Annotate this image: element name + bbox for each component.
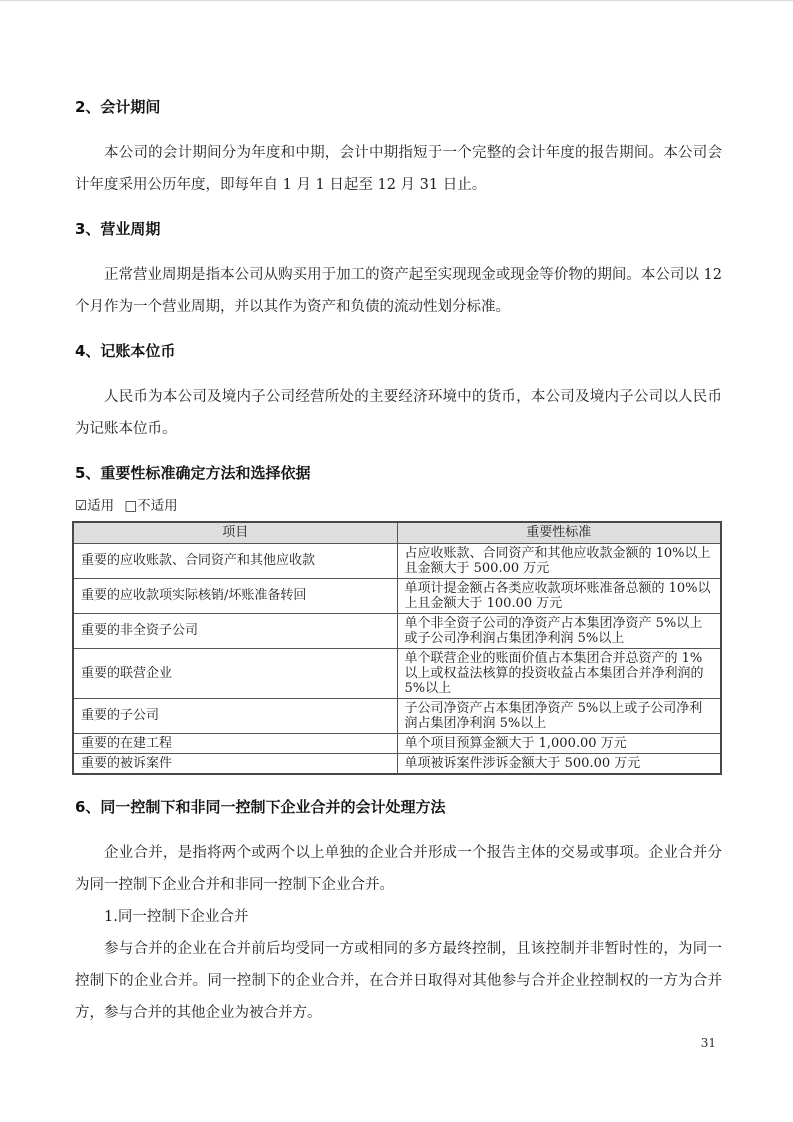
- criteria-cell: 占应收账款、合同资产和其他应收款金额的 10%以上且金额大于 500.00 万元: [397, 543, 721, 578]
- table-row: [73, 543, 721, 578]
- item-cell: 重要的非全资子公司: [73, 613, 397, 648]
- table-header-item: 项目: [73, 522, 397, 543]
- item-cell: 重要的应收账款、合同资产和其他应收款: [73, 543, 397, 578]
- criteria-cell: 单个项目预算金额大于 1,000.00 万元: [397, 733, 721, 753]
- criteria-cell: 单项被诉案件涉诉金额大于 500.00 万元: [397, 753, 721, 774]
- table-row: [73, 733, 721, 753]
- section-heading-business-combinations: 6、同一控制下和非同一控制下企业合并的会计处理方法: [75, 797, 446, 816]
- table-row: [73, 578, 721, 613]
- table-row: [73, 753, 721, 774]
- table-header-row: [73, 522, 721, 543]
- item-cell: 重要的应收款项实际核销/坏账准备转回: [73, 578, 397, 613]
- paragraph-business-combinations: 企业合并，是指将两个或两个以上单独的企业合并形成一个报告主体的交易或事项。企业合并分为同一控制下企业合并和非同一控制下企业合并。: [75, 844, 722, 893]
- item-cell: 重要的子公司: [73, 698, 397, 733]
- page-number: 31: [700, 1036, 716, 1050]
- paragraph-accounting-period: 本公司的会计期间分为年度和中期，会计中期指短于一个完整的会计年度的报告期间。本公司会计年度采用公历年度，即每年自 1 月 1 日起至 12 月 31 日止。: [75, 145, 722, 193]
- criteria-cell: 单个联营企业的账面价值占本集团合并总资产的 1%以上或权益法核算的投资收益占本集团合并净利润的 5%以上: [397, 648, 721, 698]
- section-heading-accounting-period: 2、会计期间: [75, 98, 161, 116]
- table-row: [73, 613, 721, 648]
- section-heading-functional-currency: 4、记账本位币: [75, 342, 176, 360]
- section-heading-operating-cycle: 3、营业周期: [75, 220, 161, 238]
- item-cell: 重要的被诉案件: [73, 753, 397, 774]
- table-row: [73, 698, 721, 733]
- applicable-checkbox: ☑适用: [75, 498, 115, 514]
- page-top-edge: [0, 0, 793, 1]
- item-cell: 重要的联营企业: [73, 648, 397, 698]
- item-cell: 重要的在建工程: [73, 733, 397, 753]
- criteria-cell: 单项计提金额占各类应收款项坏账准备总额的 10%以上且金额大于 100.00 万元: [397, 578, 721, 613]
- table-header-criteria: 重要性标准: [397, 522, 721, 543]
- section-heading-materiality: 5、重要性标准确定方法和选择依据: [75, 464, 311, 482]
- not-applicable-checkbox: □不适用: [124, 498, 178, 514]
- paragraph-operating-cycle: 正常营业周期是指本公司从购买用于加工的资产起至实现现金或现金等价物的期间。本公司以 12 个月作为一个营业周期，并以其作为资产和负债的流动性划分标准。: [75, 267, 722, 315]
- criteria-cell: 子公司净资产占本集团净资产 5%以上或子公司净利润占集团净利润 5%以上: [397, 698, 721, 733]
- materiality-table: [72, 521, 722, 775]
- paragraph-same-control: 参与合并的企业在合并前后均受同一方或相同的多方最终控制，且该控制并非暂时性的，为同一控制下的企业合并。同一控制下的企业合并，在合并日取得对其他参与合并企业控制权的一方为合并方，参与合并的其他企业为被合并方。: [75, 940, 722, 1021]
- table-row: [73, 648, 721, 698]
- subsection-title-same-control: 1.同一控制下企业合并: [104, 908, 249, 925]
- criteria-cell: 单个非全资子公司的净资产占本集团净资产 5%以上或子公司净利润占集团净利润 5%以上: [397, 613, 721, 648]
- applicability-line: [75, 497, 722, 515]
- paragraph-functional-currency: 人民币为本公司及境内子公司经营所处的主要经济环境中的货币，本公司及境内子公司以人民币为记账本位币。: [75, 389, 722, 437]
